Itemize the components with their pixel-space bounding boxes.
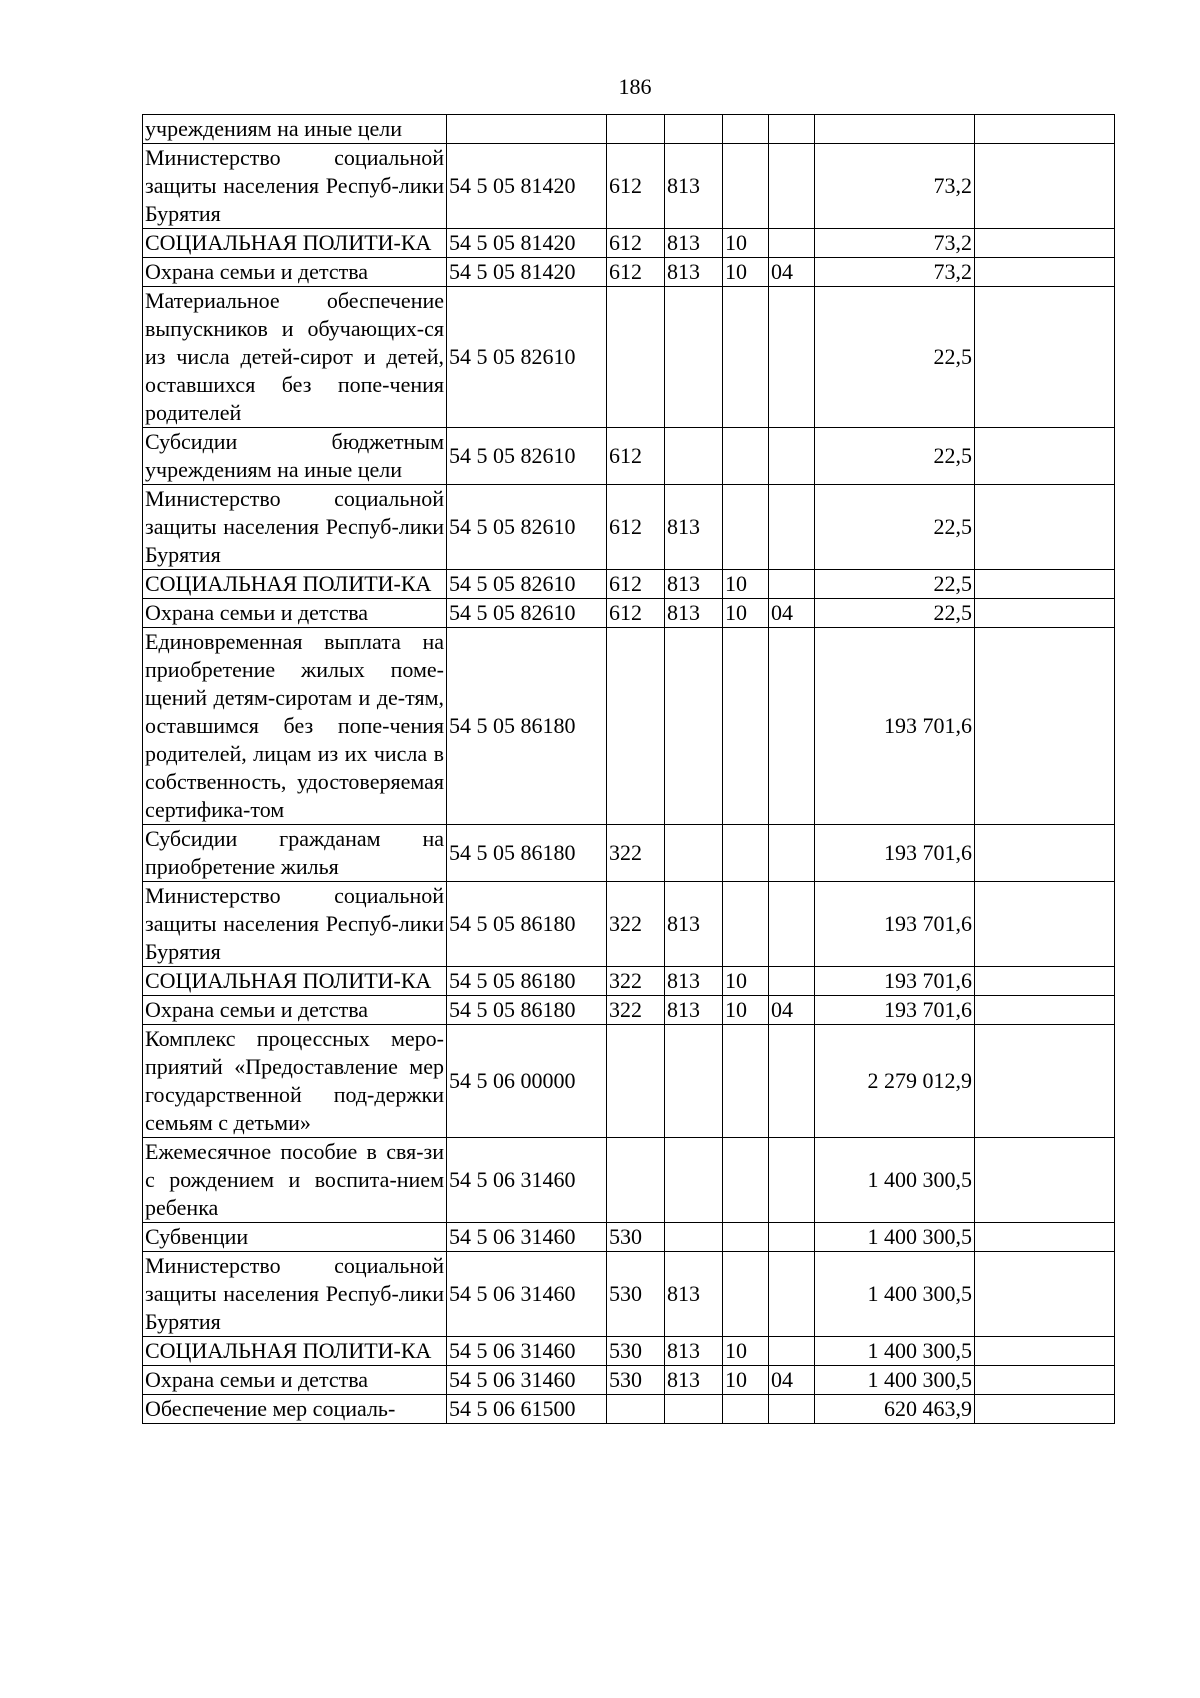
expense-type-cell: 530 <box>607 1252 665 1337</box>
ministry-code-cell: 813 <box>665 570 723 599</box>
expense-type-cell: 322 <box>607 996 665 1025</box>
table-row <box>143 115 1115 144</box>
ministry-code-cell <box>665 1395 723 1424</box>
target-article-cell: 54 5 06 00000 <box>447 1025 607 1138</box>
ministry-code-cell: 813 <box>665 144 723 229</box>
table-row <box>143 229 1115 258</box>
extra-column-cell <box>975 1252 1115 1337</box>
amount-cell: 22,5 <box>815 570 975 599</box>
section-cell <box>723 825 769 882</box>
section-cell <box>723 115 769 144</box>
table-row <box>143 1252 1115 1337</box>
target-article-cell: 54 5 05 86180 <box>447 882 607 967</box>
expense-name-cell: Охрана семьи и детства <box>143 258 447 287</box>
extra-column-cell <box>975 485 1115 570</box>
extra-column-cell <box>975 825 1115 882</box>
target-article-cell: 54 5 05 86180 <box>447 825 607 882</box>
table-body <box>143 115 1115 1424</box>
expense-name-cell: Министерство социальной защиты населения Респуб-лики Бурятия <box>143 485 447 570</box>
amount-cell: 73,2 <box>815 229 975 258</box>
ministry-code-cell: 813 <box>665 882 723 967</box>
target-article-cell: 54 5 05 81420 <box>447 144 607 229</box>
extra-column-cell <box>975 1025 1115 1138</box>
expense-name-cell: Ежемесячное пособие в свя-зи с рождением и воспита-нием ребенка <box>143 1138 447 1223</box>
amount-cell: 193 701,6 <box>815 825 975 882</box>
amount-cell: 1 400 300,5 <box>815 1252 975 1337</box>
section-cell: 10 <box>723 258 769 287</box>
expense-name-cell: Материальное обеспечение выпускников и обучающих-ся из числа детей-сирот и детей, оставшихся без попе-чения родителей <box>143 287 447 428</box>
target-article-cell: 54 5 05 86180 <box>447 628 607 825</box>
section-cell: 10 <box>723 967 769 996</box>
target-article-cell: 54 5 06 61500 <box>447 1395 607 1424</box>
subsection-cell <box>769 967 815 996</box>
section-cell <box>723 1138 769 1223</box>
expense-name-cell: Министерство социальной защиты населения Респуб-лики Бурятия <box>143 882 447 967</box>
amount-cell: 1 400 300,5 <box>815 1223 975 1252</box>
subsection-cell <box>769 1395 815 1424</box>
extra-column-cell <box>975 570 1115 599</box>
expense-name-cell: Субсидии гражданам на приобретение жилья <box>143 825 447 882</box>
ministry-code-cell <box>665 825 723 882</box>
target-article-cell: 54 5 05 82610 <box>447 599 607 628</box>
expense-type-cell <box>607 287 665 428</box>
expense-name-cell: Министерство социальной защиты населения Респуб-лики Бурятия <box>143 1252 447 1337</box>
expense-name-cell: СОЦИАЛЬНАЯ ПОЛИТИ-КА <box>143 229 447 258</box>
expense-name-cell: Единовременная выплата на приобретение жилых поме-щений детям-сиротам и де-тям, оставшимся без попе-чения родителей, лицам из их числа в собственность, удостоверяемая сертифика-том <box>143 628 447 825</box>
section-cell: 10 <box>723 996 769 1025</box>
table-row <box>143 1025 1115 1138</box>
table-row <box>143 570 1115 599</box>
expense-type-cell: 322 <box>607 882 665 967</box>
amount-cell: 73,2 <box>815 144 975 229</box>
target-article-cell: 54 5 06 31460 <box>447 1337 607 1366</box>
ministry-code-cell: 813 <box>665 229 723 258</box>
ministry-code-cell <box>665 1025 723 1138</box>
subsection-cell: 04 <box>769 599 815 628</box>
section-cell <box>723 287 769 428</box>
subsection-cell <box>769 1337 815 1366</box>
table-row <box>143 1395 1115 1424</box>
extra-column-cell <box>975 428 1115 485</box>
table-row <box>143 1366 1115 1395</box>
subsection-cell <box>769 628 815 825</box>
extra-column-cell <box>975 628 1115 825</box>
expense-name-cell: Субсидии бюджетным учреждениям на иные цели <box>143 428 447 485</box>
target-article-cell: 54 5 05 82610 <box>447 485 607 570</box>
target-article-cell: 54 5 05 86180 <box>447 967 607 996</box>
expense-name-cell: Охрана семьи и детства <box>143 996 447 1025</box>
expense-type-cell: 612 <box>607 428 665 485</box>
ministry-code-cell: 813 <box>665 1337 723 1366</box>
extra-column-cell <box>975 258 1115 287</box>
amount-cell: 193 701,6 <box>815 967 975 996</box>
target-article-cell: 54 5 05 82610 <box>447 570 607 599</box>
section-cell <box>723 485 769 570</box>
expense-type-cell: 530 <box>607 1223 665 1252</box>
amount-cell: 1 400 300,5 <box>815 1366 975 1395</box>
expense-name-cell: СОЦИАЛЬНАЯ ПОЛИТИ-КА <box>143 967 447 996</box>
expense-type-cell: 612 <box>607 599 665 628</box>
ministry-code-cell <box>665 628 723 825</box>
extra-column-cell <box>975 1395 1115 1424</box>
expense-type-cell: 322 <box>607 825 665 882</box>
expense-type-cell: 612 <box>607 144 665 229</box>
section-cell: 10 <box>723 1366 769 1395</box>
expense-name-cell: Министерство социальной защиты населения Респуб-лики Бурятия <box>143 144 447 229</box>
section-cell: 10 <box>723 570 769 599</box>
budget-table <box>142 114 1115 1424</box>
amount-cell: 22,5 <box>815 485 975 570</box>
expense-name-cell: учреждениям на иные цели <box>143 115 447 144</box>
subsection-cell <box>769 229 815 258</box>
section-cell <box>723 1395 769 1424</box>
amount-cell: 22,5 <box>815 599 975 628</box>
ministry-code-cell: 813 <box>665 996 723 1025</box>
subsection-cell: 04 <box>769 996 815 1025</box>
subsection-cell <box>769 287 815 428</box>
subsection-cell <box>769 570 815 599</box>
expense-type-cell: 612 <box>607 258 665 287</box>
section-cell: 10 <box>723 1337 769 1366</box>
amount-cell: 73,2 <box>815 258 975 287</box>
extra-column-cell <box>975 229 1115 258</box>
expense-type-cell: 612 <box>607 229 665 258</box>
ministry-code-cell: 813 <box>665 485 723 570</box>
table-row <box>143 1223 1115 1252</box>
table-row <box>143 287 1115 428</box>
section-cell: 10 <box>723 229 769 258</box>
section-cell <box>723 428 769 485</box>
subsection-cell <box>769 1025 815 1138</box>
section-cell <box>723 144 769 229</box>
subsection-cell: 04 <box>769 1366 815 1395</box>
extra-column-cell <box>975 996 1115 1025</box>
extra-column-cell <box>975 882 1115 967</box>
expense-type-cell <box>607 1138 665 1223</box>
subsection-cell <box>769 1138 815 1223</box>
expense-name-cell: Субвенции <box>143 1223 447 1252</box>
target-article-cell: 54 5 06 31460 <box>447 1252 607 1337</box>
section-cell <box>723 628 769 825</box>
amount-cell: 1 400 300,5 <box>815 1138 975 1223</box>
table-row <box>143 428 1115 485</box>
subsection-cell <box>769 485 815 570</box>
expense-type-cell: 612 <box>607 485 665 570</box>
amount-cell: 193 701,6 <box>815 628 975 825</box>
extra-column-cell <box>975 1366 1115 1395</box>
expense-name-cell: СОЦИАЛЬНАЯ ПОЛИТИ-КА <box>143 1337 447 1366</box>
extra-column-cell <box>975 1337 1115 1366</box>
subsection-cell <box>769 882 815 967</box>
table-row <box>143 599 1115 628</box>
extra-column-cell <box>975 287 1115 428</box>
extra-column-cell <box>975 115 1115 144</box>
target-article-cell: 54 5 05 81420 <box>447 258 607 287</box>
section-cell <box>723 882 769 967</box>
target-article-cell: 54 5 05 82610 <box>447 287 607 428</box>
ministry-code-cell <box>665 1138 723 1223</box>
expense-name-cell: СОЦИАЛЬНАЯ ПОЛИТИ-КА <box>143 570 447 599</box>
ministry-code-cell: 813 <box>665 599 723 628</box>
target-article-cell: 54 5 06 31460 <box>447 1223 607 1252</box>
ministry-code-cell: 813 <box>665 1366 723 1395</box>
table-row <box>143 996 1115 1025</box>
section-cell: 10 <box>723 599 769 628</box>
subsection-cell <box>769 1252 815 1337</box>
section-cell <box>723 1223 769 1252</box>
expense-name-cell: Обеспечение мер социаль- <box>143 1395 447 1424</box>
target-article-cell: 54 5 05 86180 <box>447 996 607 1025</box>
ministry-code-cell: 813 <box>665 1252 723 1337</box>
table-row <box>143 258 1115 287</box>
extra-column-cell <box>975 144 1115 229</box>
extra-column-cell <box>975 1223 1115 1252</box>
subsection-cell <box>769 825 815 882</box>
amount-cell: 620 463,9 <box>815 1395 975 1424</box>
extra-column-cell <box>975 967 1115 996</box>
amount-cell: 22,5 <box>815 287 975 428</box>
expense-type-cell: 530 <box>607 1366 665 1395</box>
subsection-cell: 04 <box>769 258 815 287</box>
extra-column-cell <box>975 599 1115 628</box>
expense-type-cell: 612 <box>607 570 665 599</box>
expense-type-cell <box>607 1395 665 1424</box>
table-row <box>143 1337 1115 1366</box>
target-article-cell: 54 5 06 31460 <box>447 1138 607 1223</box>
target-article-cell: 54 5 05 82610 <box>447 428 607 485</box>
expense-name-cell: Охрана семьи и детства <box>143 599 447 628</box>
expense-type-cell: 322 <box>607 967 665 996</box>
table-row <box>143 485 1115 570</box>
table-row <box>143 967 1115 996</box>
target-article-cell: 54 5 05 81420 <box>447 229 607 258</box>
expense-type-cell <box>607 628 665 825</box>
amount-cell: 193 701,6 <box>815 996 975 1025</box>
subsection-cell <box>769 115 815 144</box>
table-row <box>143 144 1115 229</box>
target-article-cell <box>447 115 607 144</box>
amount-cell: 22,5 <box>815 428 975 485</box>
ministry-code-cell <box>665 428 723 485</box>
ministry-code-cell <box>665 287 723 428</box>
expense-name-cell: Комплекс процессных меро-приятий «Предоставление мер государственной под-держки семьям с детьми» <box>143 1025 447 1138</box>
ministry-code-cell <box>665 115 723 144</box>
expense-type-cell <box>607 1025 665 1138</box>
extra-column-cell <box>975 1138 1115 1223</box>
amount-cell: 193 701,6 <box>815 882 975 967</box>
expense-type-cell: 530 <box>607 1337 665 1366</box>
table-row <box>143 825 1115 882</box>
amount-cell: 1 400 300,5 <box>815 1337 975 1366</box>
amount-cell <box>815 115 975 144</box>
amount-cell: 2 279 012,9 <box>815 1025 975 1138</box>
section-cell <box>723 1252 769 1337</box>
page-number: 186 <box>618 74 652 99</box>
section-cell <box>723 1025 769 1138</box>
ministry-code-cell <box>665 1223 723 1252</box>
table-row <box>143 1138 1115 1223</box>
ministry-code-cell: 813 <box>665 967 723 996</box>
target-article-cell: 54 5 06 31460 <box>447 1366 607 1395</box>
subsection-cell <box>769 144 815 229</box>
expense-type-cell <box>607 115 665 144</box>
ministry-code-cell: 813 <box>665 258 723 287</box>
subsection-cell <box>769 428 815 485</box>
subsection-cell <box>769 1223 815 1252</box>
table-row <box>143 882 1115 967</box>
table-row <box>143 628 1115 825</box>
expense-name-cell: Охрана семьи и детства <box>143 1366 447 1395</box>
